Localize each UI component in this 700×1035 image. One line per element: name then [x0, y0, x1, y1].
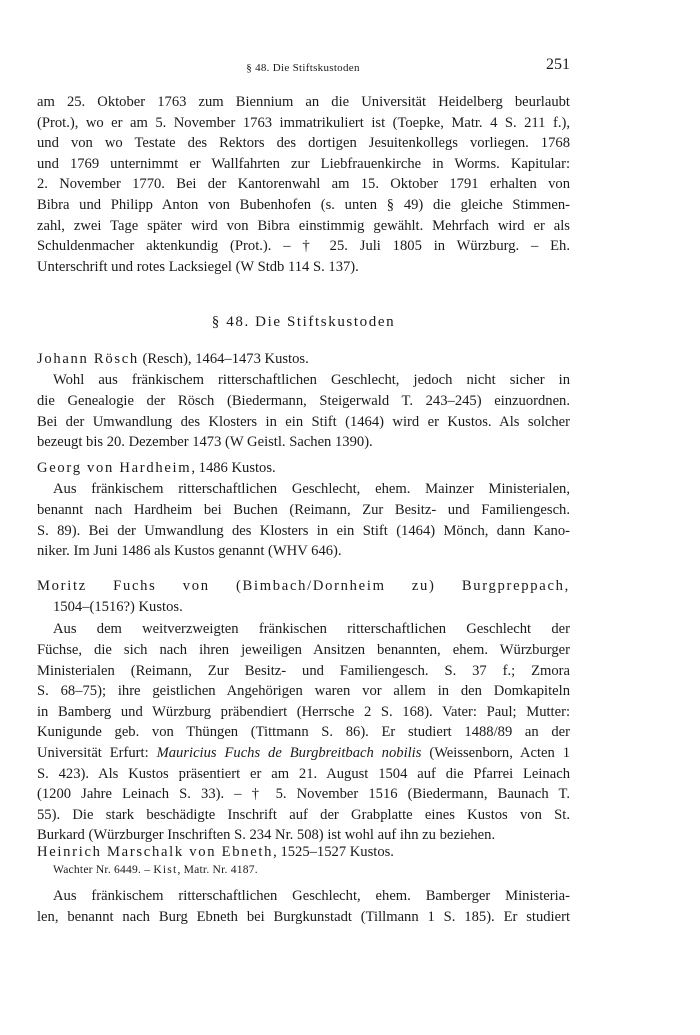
- entry-heading-continuation: 1504–(1516?) Kustos.: [53, 598, 183, 615]
- text-line: Unterschrift und rotes Lacksiegel (W Stdb 114 S. 137).: [37, 258, 359, 275]
- text-line: Ministerialen (Reimann, Zur Besitz- und Familiengesch. S. 37 f.; Zmora: [37, 662, 570, 679]
- text-line: und von wo Testate des Rektors des dortigen Jesuitenkollegs vorliegen. 1768: [37, 135, 570, 152]
- entry-body: [37, 370, 570, 391]
- text-segment: Universität Erfurt:: [37, 744, 157, 761]
- text-line: Schuldenmacher aktenkundig (Prot.). – † 25. Juli 1805 in Würzburg. – Eh.: [37, 238, 570, 255]
- text-line-italic-quote: [37, 743, 570, 764]
- text-line: zahl, zwei Tage später wird von Bibra einstimmig gewählt. Mehrfach wird er als: [37, 217, 570, 234]
- text-line: S. 89). Bei der Umwandlung des Klosters in ein Stift (1464) Mönch, dann Kano-: [37, 522, 570, 539]
- entry-body: [37, 479, 570, 500]
- reference-prefix: Wachter Nr. 6449. –: [53, 863, 154, 876]
- entry-name: Heinrich Marschalk von Ebneth: [37, 844, 274, 860]
- text-line: Aus fränkischem ritterschaftlichen Geschlecht, ehem. Bamberger Ministeria-: [53, 888, 570, 904]
- text-line: am 25. Oktober 1763 zum Biennium an die Universität Heidelberg beurlaubt: [37, 94, 570, 110]
- section-title: § 48. Die Stiftskustoden: [211, 314, 396, 330]
- text-line: 55). Die stark beschädigte Inschrift auf der Grabplatte eines Kustos von St.: [37, 806, 570, 823]
- entry-body: [37, 907, 570, 928]
- entry-name: Georg von Hardheim: [37, 460, 192, 476]
- text-line: 2. November 1770. Bei der Kantorenwahl am 15. Oktober 1791 erhalten von: [37, 176, 570, 193]
- entry-heading-rest: , 1525–1527 Kustos.: [273, 844, 394, 860]
- entry-name: Moritz Fuchs von (Bimbach/Dornheim zu) Burgpreppach,: [37, 578, 570, 594]
- latin-quote: Mauricius Fuchs de Burgbreitbach nobilis: [156, 744, 422, 761]
- reference-line: [53, 863, 258, 876]
- text-line: S. 423). Als Kustos präsentiert er am 21. August 1504 auf die Pfarrei Leinach: [37, 765, 570, 782]
- text-line: Aus dem weitverzweigten fränkischen ritterschaftlichen Geschlecht der: [53, 621, 570, 637]
- text-line: und 1769 unternimmt er Wallfahrten zur Liebfrauenkirche in Worms. Kapitular:: [37, 155, 570, 172]
- text-line: Bei der Umwandlung des Klosters in ein Stift (1464) wird er Kustos. Als solcher: [37, 413, 570, 430]
- entry-heading-rest: (Resch), 1464–1473 Kustos.: [138, 351, 309, 367]
- text-line: die Genealogie der Rösch (Biedermann, Steigerwald T. 243–245) einzuordnen.: [37, 393, 570, 409]
- text-line: niker. Im Juni 1486 als Kustos genannt (WHV 646).: [37, 543, 342, 560]
- entry-heading: [37, 576, 570, 617]
- text-line: (1200 Jahre Leinach S. 33). – † 5. November 1516 (Biedermann, Baunach T.: [37, 786, 570, 803]
- intro-paragraph: [37, 92, 570, 277]
- text-line: len, benannt nach Burg Ebneth bei Burgkunstadt (Tillmann 1 S. 185). Er studiert: [37, 909, 570, 925]
- entry-body: [37, 640, 570, 846]
- entry-heading: [37, 458, 570, 479]
- text-line: S. 68–75); ihre geistlichen Angehörigen waren vor allem in den Domkapiteln: [37, 683, 570, 700]
- entry-body: [37, 500, 570, 562]
- entry-body: [37, 391, 570, 453]
- text-line: benannt nach Hardheim bei Buchen (Reimann, Zur Besitz- und Familiengesch.: [37, 502, 570, 518]
- reference-rest: , Matr. Nr. 4187.: [177, 863, 258, 876]
- entry-name: Johann Rösch: [37, 351, 139, 367]
- entry-heading-rest: , 1486 Kustos.: [191, 460, 276, 476]
- running-head: [36, 56, 570, 80]
- text-line: Wohl aus fränkischem ritterschaftlichen Geschlecht, jedoch nicht sicher in: [53, 372, 570, 388]
- text-line: Aus fränkischem ritterschaftlichen Geschlecht, ehem. Mainzer Ministerialen,: [53, 481, 570, 497]
- text-line: Burkard (Würzburger Inschriften S. 234 Nr. 508) ist wohl auf ihn zu beziehen.: [37, 827, 496, 844]
- text-line: in Bamberg und Würzburg präbendiert (Herrsche 2 S. 168). Vater: Paul; Mutter:: [37, 703, 570, 720]
- entry-heading: [37, 349, 570, 370]
- text-line: Kunigunde geb. von Thüngen (Tittmann S. 86). Er studiert 1488/89 an der: [37, 724, 570, 741]
- entry-body: [37, 886, 570, 907]
- text-line: (Prot.), wo er am 5. November 1763 immatrikuliert ist (Toepke, Matr. 4 S. 211 f.),: [37, 114, 570, 131]
- reference-author: Kist: [153, 863, 178, 876]
- text-segment: (Weissenborn, Acten 1: [421, 744, 571, 761]
- text-line: bezeugt bis 20. Dezember 1473 (W Geistl. Sachen 1390).: [37, 434, 373, 451]
- running-head-title: § 48. Die Stiftskustoden: [246, 62, 360, 74]
- entry-heading: [37, 842, 570, 863]
- entry-body: [37, 619, 570, 640]
- text-line: Bibra und Philipp Anton von Bubenhofen (s. unten § 49) die gleiche Stimmen-: [37, 196, 570, 213]
- page-number: 251: [546, 56, 570, 73]
- text-line: Füchse, die sich nach ihren jeweiligen Ansitzen benannten, ehem. Würzburger: [37, 642, 570, 658]
